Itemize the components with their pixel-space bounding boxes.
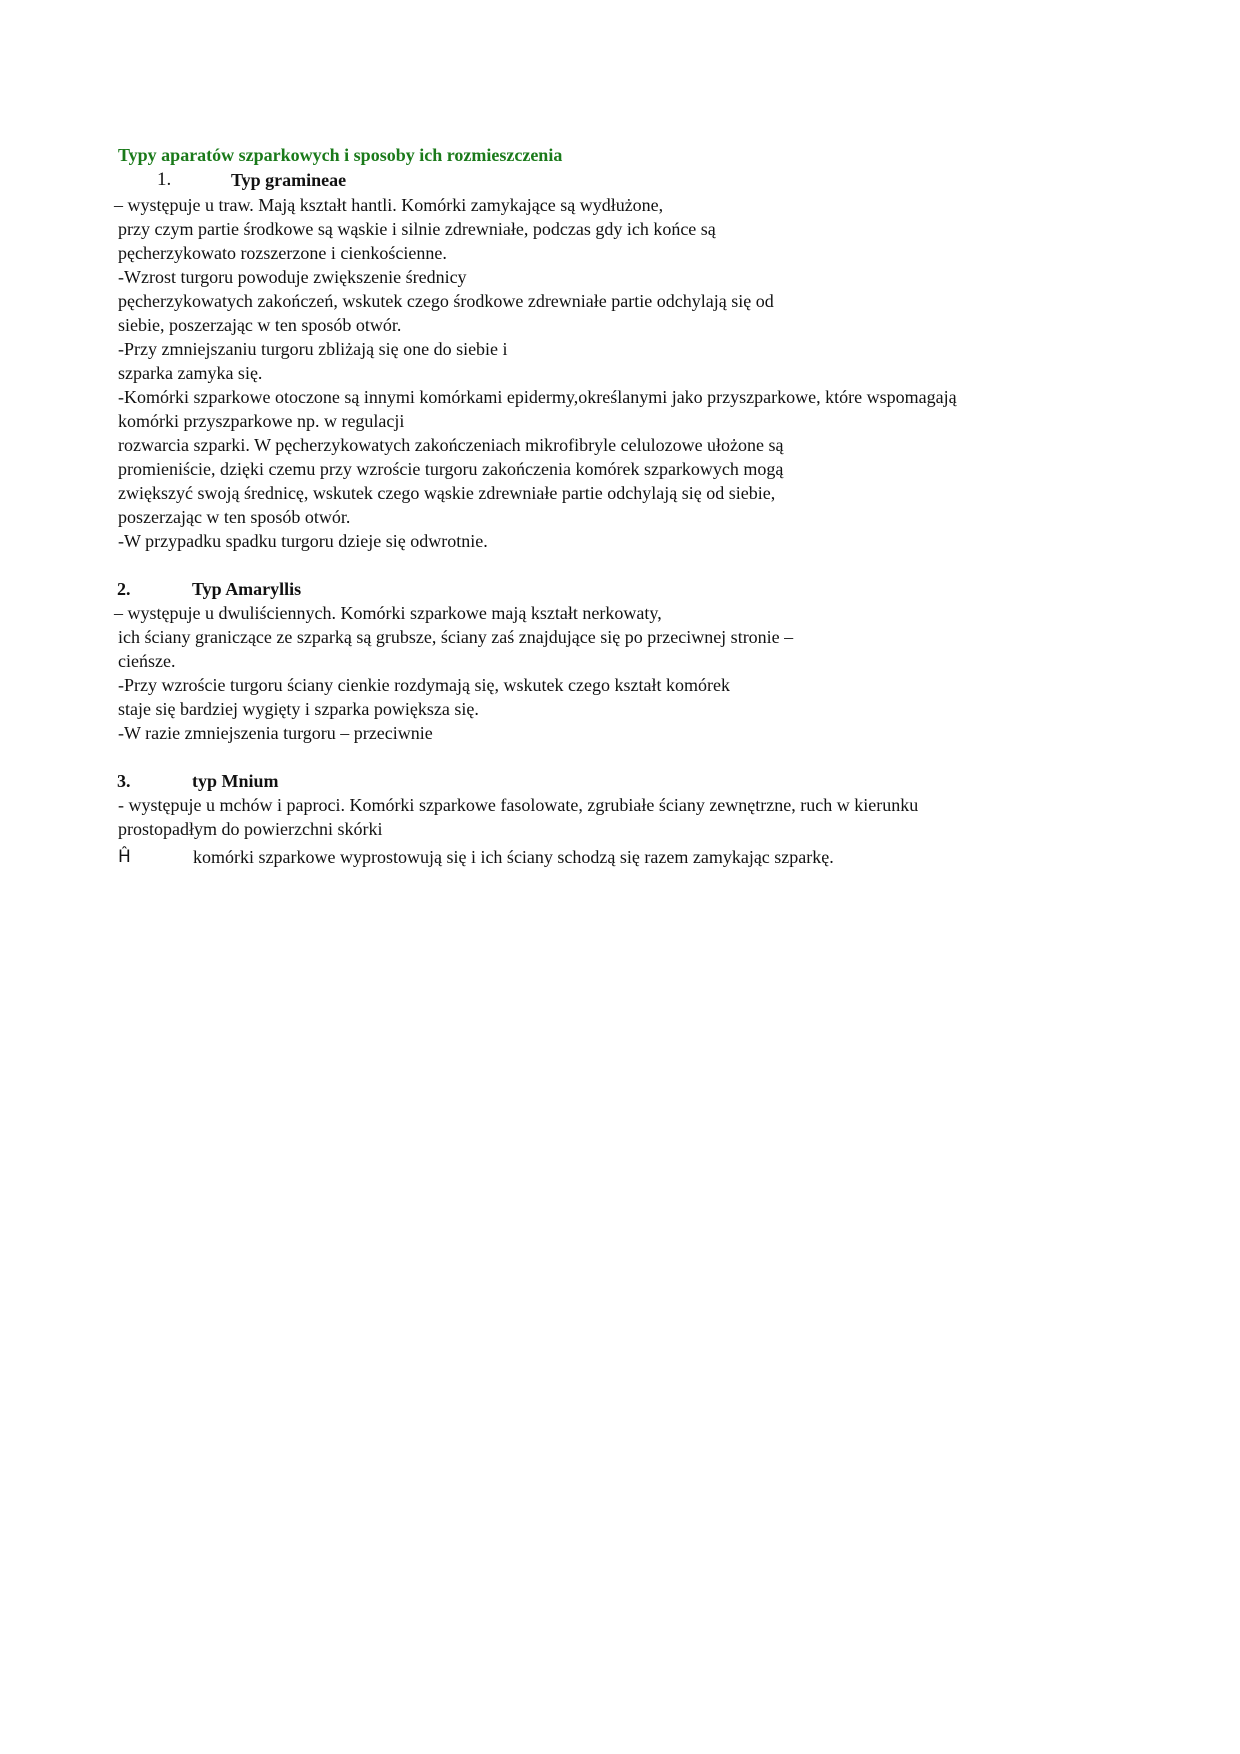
bullet-glyph-icon: Ĥ: [118, 847, 131, 867]
paragraph-line: -W przypadku spadku turgoru dzieje się odwrotnie.: [118, 531, 488, 551]
section-3-number: 3.: [117, 771, 131, 791]
paragraph-line: -Wzrost turgoru powoduje zwiększenie średnicy: [118, 267, 467, 287]
paragraph-line: rozwarcia szparki. W pęcherzykowatych zakończeniach mikrofibryle celulozowe ułożone są: [118, 435, 784, 455]
paragraph-line: zwiększyć swoją średnicę, wskutek czego wąskie zdrewniałe partie odchylają się od siebie,: [118, 483, 776, 503]
paragraph-line: siebie, poszerzając w ten sposób otwór.: [118, 315, 402, 335]
section-1-number: 1.: [157, 169, 172, 190]
paragraph-line: - występuje u mchów i paproci. Komórki szparkowe fasolowate, zgrubiałe ściany zewnętrzne, ruch w kierunku: [118, 795, 919, 815]
paragraph-line: – występuje u traw. Mają kształt hantli. Komórki zamykające są wydłużone,: [114, 195, 664, 215]
paragraph-line: – występuje u dwuliściennych. Komórki szparkowe mają kształt nerkowaty,: [114, 603, 662, 623]
section-2-heading: Typ Amaryllis: [192, 579, 302, 599]
paragraph-line: cieńsze.: [118, 651, 176, 671]
paragraph-line: poszerzając w ten sposób otwór.: [118, 507, 351, 527]
paragraph-line: pęcherzykowato rozszerzone i cienkościenne.: [118, 243, 447, 263]
section-1-heading: Typ gramineae: [231, 170, 347, 190]
paragraph-line: szparka zamyka się.: [118, 363, 263, 383]
paragraph-line: ich ściany graniczące ze szparką są grubsze, ściany zaś znajdujące się po przeciwnej stronie –: [118, 627, 794, 647]
bullet-item-text: komórki szparkowe wyprostowują się i ich ściany schodzą się razem zamykając szparkę.: [193, 847, 834, 867]
paragraph-line: -Przy wzroście turgoru ściany cienkie rozdymają się, wskutek czego kształt komórek: [118, 675, 730, 695]
section-2-number: 2.: [117, 579, 131, 599]
paragraph-line: przy czym partie środkowe są wąskie i silnie zdrewniałe, podczas gdy ich końce są: [118, 219, 716, 239]
paragraph-line: pęcherzykowatych zakończeń, wskutek czego środkowe zdrewniałe partie odchylają się od: [118, 291, 774, 311]
paragraph-line: komórki przyszparkowe np. w regulacji: [118, 411, 405, 431]
paragraph-line: -Komórki szparkowe otoczone są innymi komórkami epidermy,określanymi jako przyszparkowe, które wspomagają: [118, 387, 957, 407]
paragraph-line: -Przy zmniejszaniu turgoru zbliżają się one do siebie i: [118, 339, 508, 359]
document-title: Typy aparatów szparkowych i sposoby ich rozmieszczenia: [118, 145, 563, 165]
section-3-heading: typ Mnium: [192, 771, 279, 791]
paragraph-line: prostopadłym do powierzchni skórki: [118, 819, 383, 839]
paragraph-line: promieniście, dzięki czemu przy wzroście turgoru zakończenia komórek szparkowych mogą: [118, 459, 784, 479]
paragraph-line: staje się bardziej wygięty i szparka powiększa się.: [118, 699, 479, 719]
paragraph-line: -W razie zmniejszenia turgoru – przeciwnie: [118, 723, 433, 743]
